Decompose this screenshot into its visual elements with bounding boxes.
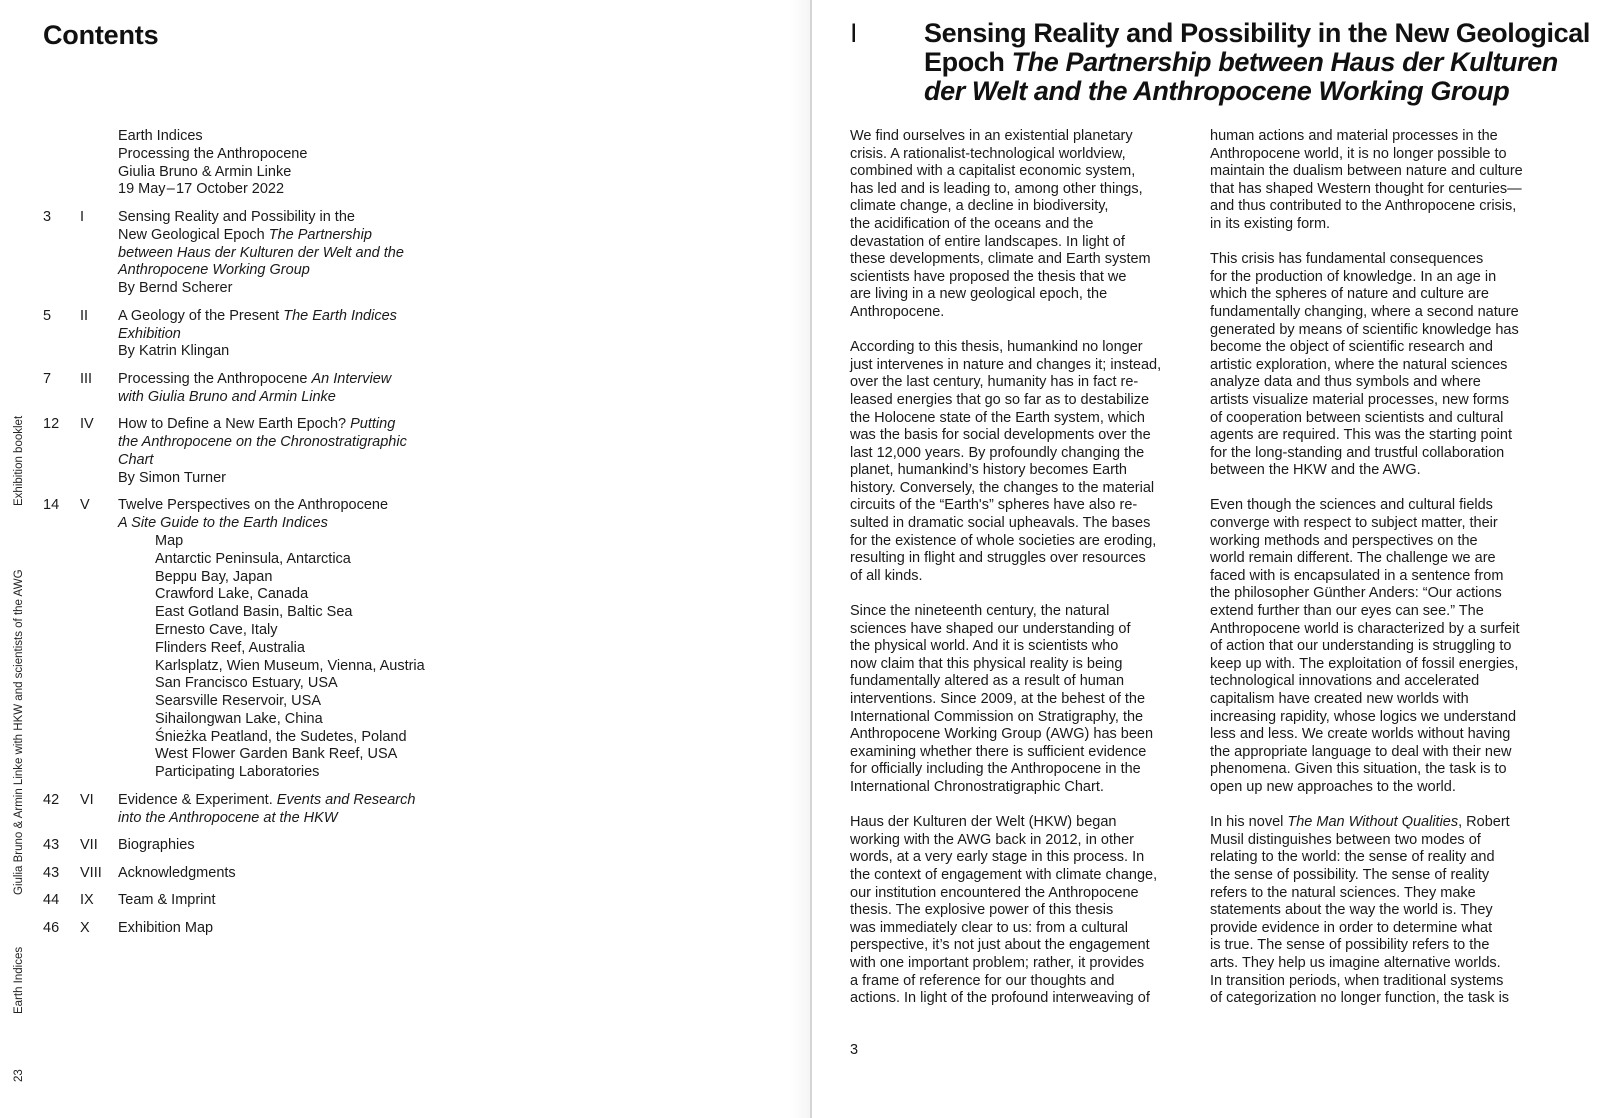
toc-entry[interactable]: 5 II A Geology of the Present The Earth Indices Exhibition By Katrin Klingan	[43, 308, 463, 361]
toc-page-number: 44	[43, 892, 60, 909]
spine-labels	[12, 0, 32, 1118]
toc-entry[interactable]: 12 IV How to Define a New Earth Epoch? Putting the Anthropocene on the Chronostratigraphic Chart By Simon Turner	[43, 416, 463, 487]
body-column-1	[850, 128, 1195, 1025]
table-of-contents	[43, 128, 463, 938]
toc-entry[interactable]: 44 IX Team & Imprint	[43, 892, 216, 909]
body-paragraph: We find ourselves in an existential planetary crisis. A rationalist-technological worldview, combined with a capitalist economic system, has led and is leading to, among other things, climate change, a decline in biodiversity, the acidification of the oceans and the devastation of entire landscapes. In light of these developments, climate and Earth system scientists have proposed the thesis that we are living in a new geological epoch, the Anthropocene.	[850, 128, 1151, 320]
body-paragraph: This crisis has fundamental consequences for the production of knowledge. In an age in which the spheres of nature and culture are fundamentally changing, where a second nature generated by means of scientific knowledge has become the object of scientific research and artistic exploration, where the natural sciences analyze data and thus symbols and where artists visualize material processes, new forms of cooperation between scientists and cultural agents are required. This was the starting point for the long-standing and trustful collaboration between the HKW and the AWG.	[1210, 251, 1519, 479]
site-guide-item[interactable]: West Flower Garden Bank Reef, USA	[155, 746, 398, 763]
toc-page-number: 46	[43, 920, 60, 937]
toc-entry[interactable]: 14 V Twelve Perspectives on the Anthropocene A Site Guide to the Earth Indices Map Antarctic Peninsula, Antarctica Beppu Bay, Japan Crawford Lake, Canada East Gotland Basin, Baltic Sea Ernesto Cave, Italy Flinders Reef, Australia Karlsplatz, Wien Museum, Vienna, Austria San Francisco Estuary, USA Searsville Reservoir, USA Sihailongwan Lake, China Śnieżka Peatland, the Sudetes, Poland West Flower Garden Bank Reef, USA Participating Laboratories	[43, 497, 463, 782]
spine-label-series: Earth Indices	[13, 946, 25, 1014]
site-guide-item[interactable]: Flinders Reef, Australia	[155, 639, 305, 656]
toc-chapter-numeral: V	[80, 497, 90, 514]
toc-chapter-numeral: VI	[80, 791, 94, 808]
chapter-title: Sensing Reality and Possibility in the New Geological Epoch The Partnership between Haus der Kulturen der Welt and the Anthropocene Working Group	[924, 18, 1590, 106]
toc-entry[interactable]: 7 III Processing the Anthropocene An Interview with Giulia Bruno and Armin Linke	[43, 370, 392, 405]
toc-chapter-numeral: IV	[80, 416, 94, 433]
site-guide-item[interactable]: Participating Laboratories	[155, 764, 320, 781]
site-guide-item[interactable]: Ernesto Cave, Italy	[155, 621, 278, 638]
site-guide-item[interactable]: San Francisco Estuary, USA	[155, 675, 338, 692]
body-column-2	[1210, 128, 1555, 1025]
body-paragraph: Even though the sciences and cultural fields converge with respect to subject matter, their working methods and perspectives on the world remain different. The challenge we are faced with is encapsulated in a sentence from the philosopher Günther Anders: “Our actions extend further than our eyes can see.” The Anthropocene world is characterized by a surfeit of action that our understanding is struggling to keep up with. The exploitation of fossil energies, technological innovations and accelerated capitalism have created new worlds with increasing rapidity, whose logics we understand less and less. We create worlds without having the appropriate language to deal with their new phenomena. Given this situation, the task is to open up new approaches to the world.	[1210, 497, 1520, 795]
intro-line: Giulia Bruno & Armin Linke	[118, 163, 292, 180]
site-guide-item[interactable]: Beppu Bay, Japan	[155, 568, 273, 585]
body-paragraph: human actions and material processes in the Anthropocene world, it is no longer possible to maintain the dualism between nature and culture that has shaped Western thought for centuries— and thus contributed to the Anthropocene crisis, in its existing form.	[1210, 128, 1523, 232]
toc-author: By Bernd Scherer	[118, 280, 233, 297]
body-paragraph: In his novel The Man Without Qualities, Robert Musil distinguishes between two modes of relating to the world: the sense of reality and the sense of possibility. The sense of reality refers to the natural sciences. They make statements about the way the world is. They provide evidence in order to determine what is true. The sense of possibility refers to the arts. They help us imagine alternative worlds. In transition periods, when traditional systems of categorization no longer function, the task is	[1210, 814, 1510, 1007]
site-guide-item[interactable]: Sihailongwan Lake, China	[155, 710, 323, 727]
toc-author: By Simon Turner	[118, 469, 226, 486]
site-guide-item[interactable]: Searsville Reservoir, USA	[155, 693, 321, 710]
toc-chapter-numeral: IX	[80, 892, 94, 909]
site-guide-item[interactable]: Crawford Lake, Canada	[155, 586, 309, 603]
book-title: The Man Without Qualities	[1287, 814, 1459, 831]
toc-page-number: 42	[43, 791, 60, 808]
intro-line: Processing the Anthropocene	[118, 145, 308, 162]
site-guide-list	[155, 533, 463, 782]
toc-page-number: 7	[43, 370, 52, 387]
toc-page-number: 3	[43, 208, 52, 225]
body-paragraph: According to this thesis, humankind no longer just intervenes in nature and changes it; instead, over the last century, humanity has in fact re- leased energies that go so far as to destabilize the Holocene state of the Earth system, which was the basis for social developments over the last 12,000 years. By profoundly changing the planet, humankind’s history becomes Earth history. Conversely, the changes to the material circuits of the “Earth's” spheres have also re- sulted in dramatic social upheavals. The bases for the existence of whole societies are eroding, resulting in flight and struggles over resources of all kinds.	[850, 339, 1162, 584]
toc-chapter-numeral: III	[80, 370, 93, 387]
toc-page-number: 5	[43, 307, 52, 324]
toc-author: By Katrin Klingan	[118, 343, 230, 360]
site-guide-item[interactable]: Karlsplatz, Wien Museum, Vienna, Austria	[155, 657, 425, 674]
toc-page-number: 43	[43, 837, 60, 854]
chapter-numeral: I	[850, 18, 858, 48]
right-page	[812, 0, 1600, 1118]
toc-entry[interactable]: 46 X Exhibition Map	[43, 920, 214, 937]
right-page-number: 3	[850, 1042, 859, 1058]
site-guide-item[interactable]: East Gotland Basin, Baltic Sea	[155, 604, 353, 621]
toc-intro	[118, 128, 463, 199]
body-paragraph: Since the nineteenth century, the natural sciences have shaped our understanding of the physical world. And it is scientists who now claim that this physical reality is being fundamentally altered as a result of human interventions. Since 2009, at the behest of the International Commission on Stratigraphy, the Anthropocene Working Group (AWG) has been examining whether there is sufficient evidence for officially including the Anthropocene in the International Chronostratigraphic Chart.	[850, 603, 1154, 795]
spine-label-credits: Giulia Bruno & Armin Linke with HKW and scientists of the AWG	[13, 569, 25, 895]
toc-entry[interactable]: 43 VII Biographies	[43, 837, 195, 854]
toc-chapter-numeral: X	[80, 920, 90, 937]
left-page-number: 23	[13, 1069, 25, 1082]
intro-line: Earth Indices	[118, 128, 203, 144]
toc-chapter-numeral: VIII	[80, 864, 102, 881]
contents-title: Contents	[43, 20, 159, 50]
site-guide-item[interactable]: Śnieżka Peatland, the Sudetes, Poland	[155, 728, 407, 745]
intro-line: 19 May – 17 October 2022	[118, 181, 285, 198]
body-paragraph: Haus der Kulturen der Welt (HKW) began working with the AWG back in 2012, in other words, at a very early stage in this process. In the context of engagement with climate change, our institution encountered the Anthropocene thesis. The explosive power of this thesis was immediately clear to us: from a cultural perspective, it’s not just about the engagement with one important problem; rather, it provides a frame of reference for our thoughts and actions. In light of the profound interweaving of	[850, 814, 1158, 1007]
gutter-shadow	[790, 0, 810, 1118]
toc-page-number: 14	[43, 497, 60, 514]
toc-chapter-numeral: I	[80, 208, 85, 225]
toc-chapter-numeral: II	[80, 307, 89, 324]
spine-label-booklet: Exhibition booklet	[13, 415, 25, 506]
toc-entry[interactable]: 42 VI Evidence & Experiment. Events and Research into the Anthropocene at the HKW	[43, 791, 416, 826]
toc-page-number: 12	[43, 416, 60, 433]
toc-entry[interactable]: 3 I Sensing Reality and Possibility in the New Geological Epoch The Partnership between Haus der Kulturen der Welt and the Anthropocene Working Group By Bernd Scherer	[43, 209, 463, 298]
toc-page-number: 43	[43, 864, 60, 881]
toc-chapter-numeral: VII	[80, 837, 98, 854]
toc-entry[interactable]: 43 VIII Acknowledgments	[43, 864, 236, 881]
site-guide-item[interactable]: Antarctic Peninsula, Antarctica	[155, 550, 351, 567]
site-guide-item[interactable]: Map	[155, 532, 184, 549]
